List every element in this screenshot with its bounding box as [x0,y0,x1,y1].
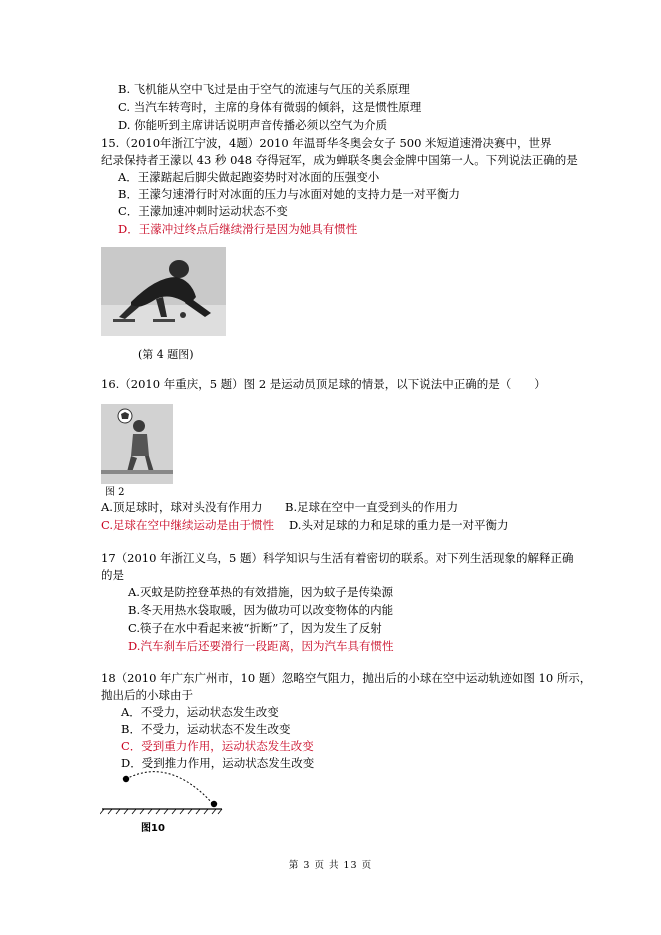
q15-option-d-answer: D．王濛冲过终点后继续滑行是因为她具有惯性 [118,222,358,236]
q18-stem-line2: 抛出后的小球由于 [101,688,193,702]
q17-option-c: C.筷子在水中看起来被“折断”了，因为发生了反射 [128,621,382,635]
q15-stem-line2: 纪录保持者王濛以 43 秒 048 夺得冠军，成为蝉联冬奥会金牌中国第一人。下列说法正确的是 [101,153,578,167]
q18-option-d: D．受到推力作用，运动状态发生改变 [121,756,315,770]
q15-stem-line1: 15.（2010年浙江宁波，4题）2010 年温哥华冬奥会女子 500 米短道速滑决赛中，世界 [101,136,552,150]
q18-option-c-answer: C．受到重力作用，运动状态发生改变 [121,739,314,753]
q14-option-b: B. 飞机能从空中飞过是由于空气的流速与气压的关系原理 [118,82,410,96]
q18-figure-caption: 图10 [141,823,165,834]
q14-option-d: D. 你能听到主席讲话说明声音传播必须以空气为介质 [118,118,388,132]
q18-trajectory-figure [100,768,225,816]
q16-option-c-answer: C.足球在空中继续运动是由于惯性 [101,518,275,532]
q16-option-d: D.头对足球的力和足球的重力是一对平衡力 [289,518,509,532]
q15-skater-photo [101,247,226,336]
q16-figure-caption: 图 2 [105,487,125,498]
q15-option-c: C．王濛加速冲刺时运动状态不变 [118,204,288,218]
q17-option-b: B.冬天用热水袋取暖，因为做功可以改变物体的内能 [128,603,394,617]
q16-option-b: B.足球在空中一直受到头的作用力 [285,500,459,514]
ball-start [123,776,129,782]
q15-option-a: A．王濛踮起后脚尖做起跑姿势时对冰面的压强变小 [118,170,380,184]
q16-stem: 16.（2010 年重庆，5 题）图 2 是运动员顶足球的情景，以下说法中正确的是（ ） [101,377,546,391]
q18-stem-line1: 18（2010 年广东广州市，10 题）忽略空气阻力，抛出后的小球在空中运动轨迹如图 10 所示， [101,671,592,685]
q17-option-a: A.灭蚊是防控登革热的有效措施，因为蚊子是传染源 [128,585,393,599]
q17-stem-line2: 的是 [101,568,124,582]
q16-header-ball-photo [101,404,173,484]
q14-option-c: C. 当汽车转弯时，主席的身体有微弱的倾斜，这是惯性原理 [118,100,422,114]
q17-stem-line1: 17（2010 年浙江义乌，5 题）科学知识与生活有着密切的联系。对下列生活现象的解释正确 [101,551,574,565]
page-footer: 第 3 页 共 13 页 [288,860,373,871]
q15-option-b: B．王濛匀速滑行时对冰面的压力与冰面对她的支持力是一对平衡力 [118,187,460,201]
q18-option-b: B．不受力，运动状态不发生改变 [121,722,291,736]
ball-end [211,801,217,807]
q15-figure-caption: (第 4 题图) [138,348,194,361]
q18-option-a: A．不受力，运动状态发生改变 [121,705,279,719]
q17-option-d-answer: D.汽车刹车后还要滑行一段距离，因为汽车具有惯性 [128,639,394,653]
q16-option-a: A.顶足球时，球对头没有作用力 [101,500,263,514]
